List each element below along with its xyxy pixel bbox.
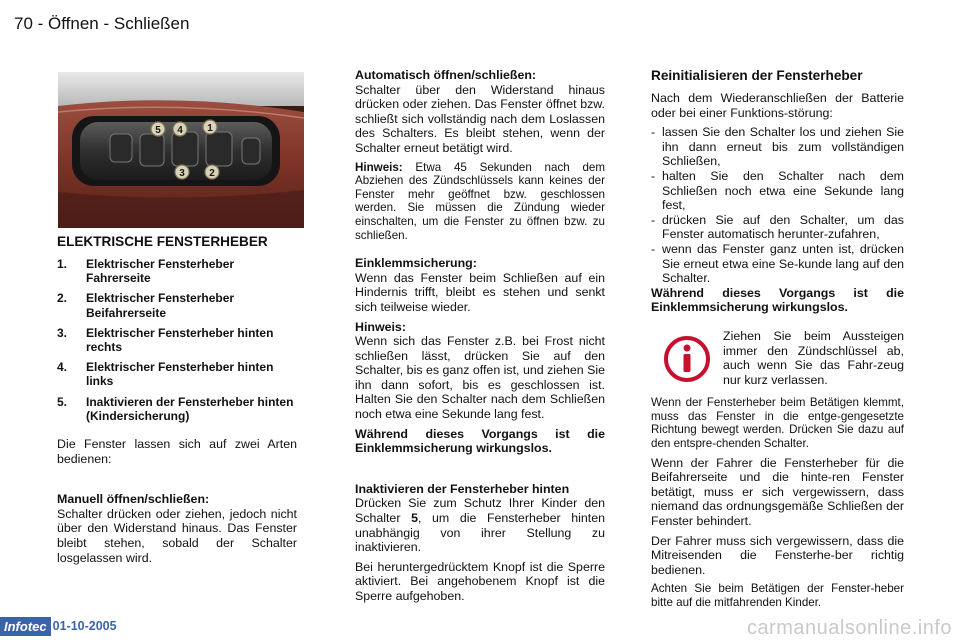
intro-text: Die Fenster lassen sich auf zwei Arten bedienen: [57, 437, 297, 466]
hint1-paragraph [355, 161, 605, 243]
pinch-title: Einklemmsicherung: [355, 256, 477, 271]
hint1-label: Hinweis: [355, 160, 403, 174]
door-panel-illustration [58, 72, 304, 228]
infotec-logo: Infotec [0, 617, 51, 636]
deactivate-title: Inaktivieren der Fensterheber hinten [355, 481, 570, 496]
deactivate-text-2: Bei heruntergedrücktem Knopf ist die Sperre aktiviert. Bei angehobenem Knopf ist die Sperre aufgehoben. [355, 559, 605, 603]
column-right [651, 68, 904, 615]
list-item: - drücken Sie auf den Schalter, um das Fenster automatisch herunter-zufahren, [651, 212, 904, 242]
list-item: - wenn das Fenster ganz unten ist, drücken Sie erneut etwa eine Se-kunde lang auf den Schalter. [651, 241, 904, 286]
photo-label-5: 5 [155, 125, 161, 136]
item-label: Elektrischer Fensterheber Beifahrerseite [86, 291, 235, 320]
item-number: 4. [57, 360, 68, 375]
step-text: lassen Sie den Schalter los und ziehen Sie ihn dann erneut bis zum vollständigen Schließen, [662, 125, 904, 169]
item-number: 2. [57, 291, 68, 306]
item-number: 1. [57, 257, 68, 271]
paragraph-jam: Wenn der Fensterheber beim Betätigen klemmt, muss das Fenster in die entge-gengesetzte Richtung bewegt werden. Drücken Sie dazu auf den entspre-chenden Schalter. [651, 396, 904, 451]
item-label: Elektrischer Fensterheber Fahrerseite [86, 257, 235, 286]
pinch-text: Wenn das Fenster beim Schließen auf ein Hindernis trifft, bleibt es stehen und senkt sich teilweise wieder. [355, 270, 605, 314]
step-text: wenn das Fenster ganz unten ist, drücken Sie erneut etwa eine Se-kunde lang auf den Schalter. [662, 241, 904, 286]
paragraph-passengers: Der Fahrer muss sich vergewissern, dass die Mitreisenden die Fensterhe-ber richtig bedienen. [651, 533, 904, 577]
item-label: Inaktivieren der Fensterheber hinten (Kindersicherung) [86, 394, 294, 423]
page-title: 70 - Öffnen - Schließen [14, 14, 190, 33]
photo-label-2: 2 [209, 168, 215, 179]
switch-legend-list [57, 257, 297, 423]
step-text: drücken Sie auf den Schalter, um das Fenster automatisch herunter-zufahren, [662, 212, 904, 242]
item-label: Elektrischer Fensterheber hinten rechts [86, 325, 274, 355]
reinit-intro: Nach dem Wiederanschließen der Batterie oder bei einer Funktions-störung: [651, 91, 904, 120]
switch-number: 5 [411, 511, 418, 526]
list-item: - halten Sie den Schalter nach dem Schließen noch etwa eine Sekunde lang fest, [651, 168, 904, 213]
list-item [57, 395, 297, 423]
photo-label-1: 1 [207, 123, 213, 134]
reinit-steps [651, 125, 904, 286]
list-item [57, 291, 297, 319]
footer [0, 616, 117, 636]
photo-label-3: 3 [179, 168, 185, 179]
column-middle [355, 68, 605, 609]
item-number: 3. [57, 325, 68, 340]
info-text: Ziehen Sie beim Aussteigen immer den Zündschlüssel ab, auch wenn Sie das Fahr-zeug nur kurz verlassen. [723, 328, 904, 387]
hint1-text: Etwa 45 Sekunden nach dem Abziehen des Zündschlüssels kann keines der Fenster mehr geöffnet bzw. geschlossen werden. Sie müssen die Zündung wieder einschalten, um die Fenster zu öffnen bzw. zu schließen. [355, 160, 605, 242]
section-title-window-lifts: ELEKTRISCHE FENSTERHEBER [57, 234, 268, 249]
window-switch-photo [58, 72, 304, 228]
watermark: carmanualsonline.info [746, 617, 952, 639]
list-item: - lassen Sie den Schalter los und ziehen Sie ihn dann erneut bis zum vollständigen Schließen, [651, 125, 904, 169]
deactivate-text [355, 496, 605, 554]
manual-text: Schalter drücken oder ziehen, jedoch nicht über den Widerstand hinaus. Das Fenster bleibt stehen, sobald der Schalter losgelassen wird. [57, 506, 297, 565]
info-icon [663, 335, 711, 383]
photo-label-4: 4 [177, 125, 183, 136]
list-item [57, 360, 297, 388]
deactivate-text-b: , um die Fensterheber hinten unabhängig von ihrer Stellung zu inaktivieren. [355, 511, 605, 555]
hint2-text: Wenn sich das Fenster z.B. bei Frost nicht schließen lässt, drücken Sie auf den Schalter, bis es ganz offen ist, und ziehen Sie ihn dann sofort, bis es geschlossen ist. Halten Sie den Schalter nach dem Schließen noch etwa eine Sekunde lang fest. [355, 334, 605, 422]
list-item [57, 326, 297, 354]
deactivate-text-a: Drücken Sie zum Schutz Ihrer Kinder den Schalter [355, 496, 605, 526]
paragraph-driver: Wenn der Fahrer die Fensterheber für die Beifahrerseite und die hinte-ren Fenster betätigt, muss er sich vergewissern, dass niemand das ordnungsgemäße Schließen der Fenster behindert. [651, 455, 904, 529]
auto-title: Automatisch öffnen/schließen: [355, 68, 537, 82]
warning-text: Während dieses Vorgangs ist die Einklemmsicherung wirkungslos. [355, 426, 605, 456]
manual-title: Manuell öffnen/schließen: [57, 492, 210, 507]
column-left [57, 234, 297, 570]
item-label: Elektrischer Fensterheber hinten links [86, 360, 274, 389]
paragraph-children: Achten Sie beim Betätigen der Fenster-heber bitte auf die mitfahrenden Kinder. [651, 582, 904, 609]
reinit-warning: Während dieses Vorgangs ist die Einklemmsicherung wirkungslos. [651, 285, 904, 315]
list-item [57, 257, 297, 285]
info-box [651, 329, 904, 387]
item-number: 5. [57, 394, 68, 409]
auto-text: Schalter über den Widerstand hinaus drücken oder ziehen. Das Fenster öffnet bzw. schließt sich vollständig nach dem Loslassen des Schalters. Es bleibt stehen, wenn der Schalter erneut betätigt wird. [355, 82, 605, 155]
section-title-reinit: Reinitialisieren der Fensterheber [651, 68, 863, 83]
step-text: halten Sie den Schalter nach dem Schließen noch etwa eine Sekunde lang fest, [662, 168, 904, 213]
footer-date: 01-10-2005 [52, 619, 117, 633]
hint2-title: Hinweis: [355, 319, 406, 334]
